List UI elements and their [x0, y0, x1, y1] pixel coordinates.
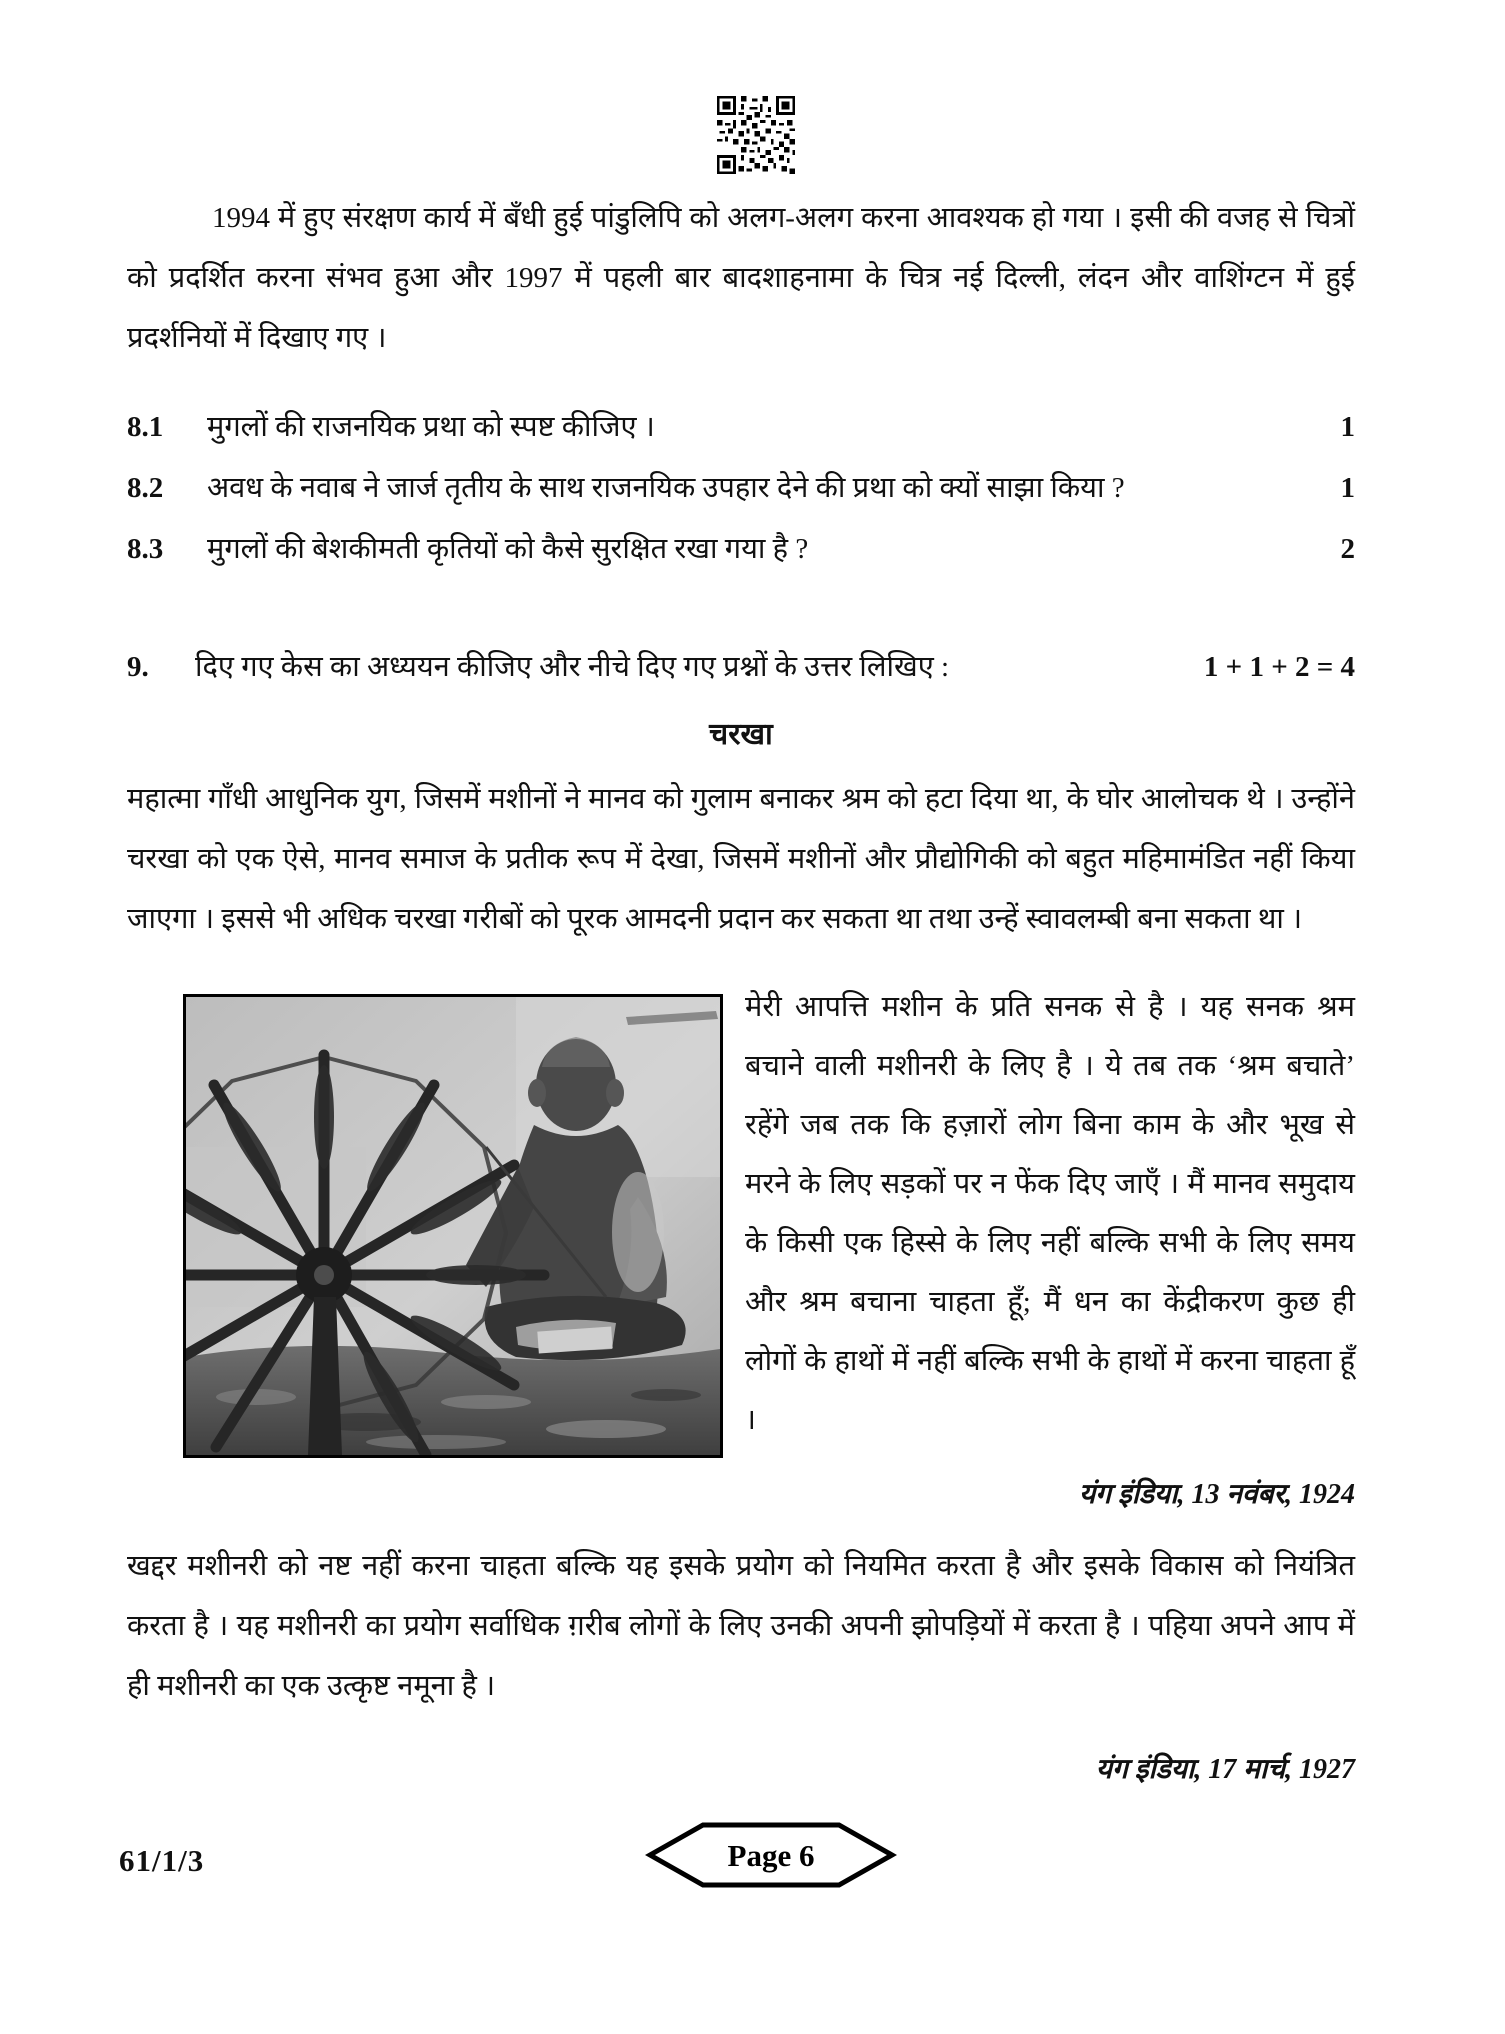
- question-number: 8.2: [127, 472, 164, 504]
- question-text: दिए गए केस का अध्ययन कीजिए और नीचे दिए गए प्रश्नों के उत्तर लिखिए :: [195, 651, 950, 683]
- question-marks: 2: [1340, 533, 1355, 565]
- question-marks: 1: [1340, 411, 1355, 443]
- question-8-parts: [127, 397, 1355, 580]
- question-number: 8.3: [127, 533, 164, 565]
- gandhi-quote-2: खद्दर मशीनरी को नष्ट नहीं करना चाहता बल्कि यह इसके प्रयोग को नियमित करता है और इसके विकास को नियंत्रित करता है । यह मशीनरी का प्रयोग सर्वाधिक ग़रीब लोगों के लिए उनकी अपनी झोपड़ियों में करता है । पहिया अपने आप में ही मशीनरी का एक उत्कृष्ट नमूना है ।: [127, 1550, 1355, 1702]
- question-8-3: [127, 519, 1355, 580]
- question-number: 9.: [127, 651, 149, 683]
- page-footer: [119, 1821, 1355, 1901]
- page-number-badge: [645, 1821, 897, 1889]
- quote-1-source: यंग इंडिया, 13 नवंबर, 1924: [1078, 1479, 1355, 1510]
- quote-2-source: यंग इंडिया, 17 मार्च, 1927: [1095, 1754, 1355, 1785]
- paper-code: 61/1/3: [119, 1843, 205, 1878]
- gandhi-charkha-illustration: [186, 997, 720, 1455]
- gandhi-charkha-photo: [183, 994, 723, 1458]
- question-9: [127, 637, 1355, 697]
- qr-code-icon: [717, 96, 795, 174]
- case-figure-row: [127, 978, 1355, 1458]
- question-8-2: [127, 458, 1355, 519]
- question-marks: 1: [1340, 472, 1355, 504]
- question-text: मुगलों की राजनयिक प्रथा को स्पष्ट कीजिए ।: [207, 411, 655, 443]
- case-study-title: चरखा: [709, 718, 773, 751]
- intro-paragraph: 1994 में हुए संरक्षण कार्य में बँधी हुई पांडुलिपि को अलग-अलग करना आवश्यक हो गया । इसी की वजह से चित्रों को प्रदर्शित करना संभव हुआ और 1997 में पहली बार बादशाहनामा के चित्र नई दिल्ली, लंदन और वाशिंग्टन में हुई प्रदर्शनियों में दिखाए गए ।: [127, 202, 1355, 354]
- question-number: 8.1: [127, 411, 164, 443]
- question-text: मुगलों की बेशकीमती कृतियों को कैसे सुरक्षित रखा गया है ?: [207, 533, 809, 565]
- page-number-label: Page 6: [727, 1838, 815, 1873]
- question-text: अवध के नवाब ने जार्ज तृतीय के साथ राजनयिक उपहार देने की प्रथा को क्यों साझा किया ?: [207, 472, 1125, 504]
- qr-code: [142, 96, 1370, 174]
- question-marks: 1 + 1 + 2 = 4: [1203, 651, 1355, 683]
- question-8-1: [127, 397, 1355, 458]
- case-intro-paragraph: महात्मा गाँधी आधुनिक युग, जिसमें मशीनों ने मानव को गुलाम बनाकर श्रम को हटा दिया था, के घोर आलोचक थे । उन्होंने चरखा को एक ऐसे, मानव समाज के प्रतीक रूप में देखा, जिसमें मशीनों और प्रौद्योगिकी को बहुत महिमामंडित नहीं किया जाएगा । इससे भी अधिक चरखा गरीबों को पूरक आमदनी प्रदान कर सकता था तथा उन्हें स्वावलम्बी बना सकता था ।: [127, 783, 1355, 935]
- gandhi-quote-1: मेरी आपत्ति मशीन के प्रति सनक से है । यह सनक श्रम बचाने वाली मशीनरी के लिए है । ये तब तक ‘श्रम बचाते’ रहेंगे जब तक कि हज़ारों लोग बिना काम के और भूख से मरने के लिए सड़कों पर न फेंक दिए जाएँ । मैं मानव समुदाय के किसी एक हिस्से के लिए नहीं बल्कि सभी के लिए समय और श्रम बचाना चाहता हूँ; मैं धन का केंद्रीकरण कुछ ही लोगों के हाथों में नहीं बल्कि सभी के हाथों में करना चाहता हूँ ।: [745, 991, 1355, 1436]
